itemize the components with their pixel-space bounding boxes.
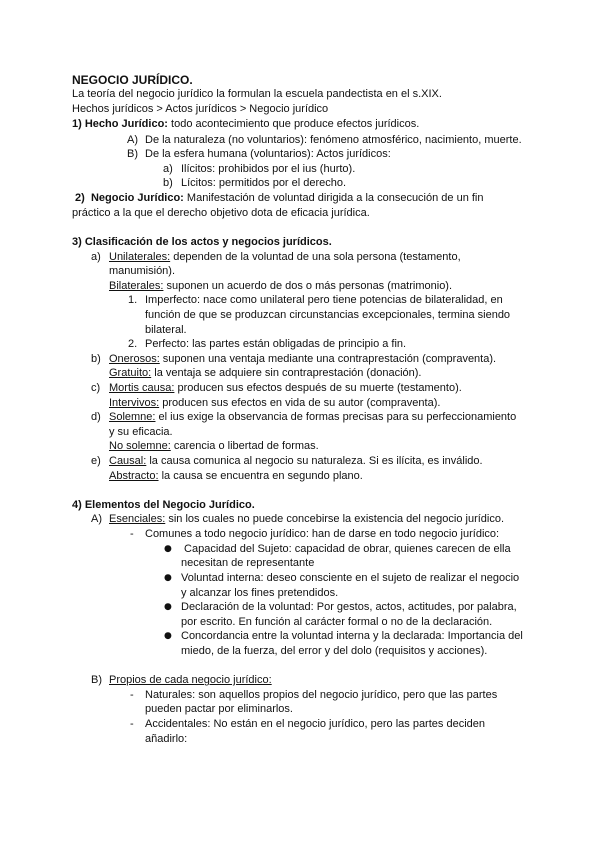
element-text: sin los cuales no puede concebirse la existencia del negocio jurídico. [165,513,505,526]
list-marker: B) [127,148,138,161]
list-marker: B) [91,674,102,687]
list-item-text: Ilícitos: prohibidos por el ius (hurto). [181,162,356,175]
classification-item [0,352,600,367]
bullet-item [0,571,600,586]
list-marker: 2. [128,338,138,351]
dash-item-continuation: añadirlo: [145,732,188,745]
bullet-icon: ● [164,572,172,583]
negocio-juridico-definition: Manifestación de voluntad dirigida a la consecución de un fin [183,192,484,205]
classification-term: Bilaterales: [109,279,164,292]
bullet-icon: ● [164,631,172,642]
dash-marker: - [130,528,134,541]
hecho-juridico-definition: todo acontecimiento que produce efectos jurídicos. [167,117,420,130]
bullet-text: Capacidad del Sujeto: capacidad de obrar, quienes carecen de ella [181,542,511,555]
negocio-juridico-continuation: práctico a la que el derecho objetivo dota de eficacia jurídica. [72,206,370,219]
bullet-continuation: por escrito. En función al carácter formal o no de la declaración. [181,615,493,628]
classification-term: Abstracto: [109,469,159,482]
classification-text: la causa se encuentra en segundo plano. [158,469,363,482]
bullet-icon: ● [164,602,172,613]
intro-text: La teoría del negocio jurídico la formulan la escuela pandectista en el s.XIX. [72,88,442,101]
classification-text: producen sus efectos en vida de su autor (compraventa). [159,396,441,409]
list-item-text: Lícitos: permitidos por el derecho. [181,177,347,190]
bullet-text: Voluntad interna: deseo consciente en el sujeto de realizar el negocio [181,571,520,584]
dash-marker: - [130,688,134,701]
classification-counterpart [0,469,600,484]
dash-item [0,688,600,703]
classification-continuation: y su eficacia. [109,425,173,438]
dash-item-continuation: pueden pactar por eliminarlos. [145,703,293,716]
numbered-item [0,293,600,308]
element-term: Propios de cada negocio jurídico: [109,674,272,687]
classification-item [0,381,600,396]
bullet-continuation: necesitan de representante [181,557,315,570]
negocio-juridico-heading: 2) Negocio Jurídico: [72,192,184,205]
dash-item-text: Naturales: son aquellos propios del negocio jurídico, pero que las partes [145,688,498,701]
list-marker: c) [91,381,101,394]
bullet-item [0,600,600,615]
classification-item [0,250,600,265]
list-item-text: De la esfera humana (voluntarios): Actos jurídicos: [145,148,391,161]
classification-term: Solemne: [109,411,156,424]
sub-list-item [0,162,600,177]
classification-counterpart [0,439,600,454]
classification-text: dependen de la voluntad de una sola persona (testamento, [170,250,461,263]
list-item [0,133,600,148]
dash-item [0,717,600,732]
hecho-juridico-line [0,117,600,132]
list-marker: b) [91,352,101,365]
list-marker: A) [91,513,102,526]
classification-text: la ventaja se adquiere sin contraprestación (donación). [151,367,422,380]
section-4-heading: 4) Elementos del Negocio Jurídico. [72,498,255,511]
classification-text: el ius exige la observancia de formas precisas para su perfeccionamiento [155,411,517,424]
bullet-text: Concordancia entre la voluntad interna y la declarada: Importancia del [181,630,523,643]
element-term: Esenciales: [109,513,166,526]
classification-term: Onerosos: [109,352,160,365]
list-item [0,147,600,162]
classification-continuation: manumisión). [109,265,176,278]
element-item [0,512,600,527]
classification-term: No solemne: [109,440,171,453]
classification-term: Gratuito: [109,367,152,380]
negocio-juridico-line [0,191,600,206]
document-title: NEGOCIO JURÍDICO. [72,72,193,87]
sub-list-item [0,176,600,191]
classification-term: Unilaterales: [109,250,171,263]
numbered-item-continuation: bilateral. [145,323,187,336]
bullet-item [0,629,600,644]
classification-text: suponen un acuerdo de dos o más personas (matrimonio). [163,279,453,292]
bullet-text: Declaración de la voluntad: Por gestos, actos, actitudes, por palabra, [181,601,517,614]
classification-text: producen sus efectos después de su muerte (testamento). [174,381,462,394]
bullet-item [0,542,600,557]
numbered-item-continuation: función de que se produzcan circunstancias excepcionales, termina siendo [145,308,511,321]
classification-counterpart [0,279,600,294]
classification-term: Causal: [109,455,147,468]
classification-item [0,454,600,469]
dash-marker: - [130,718,134,730]
hecho-juridico-heading: 1) Hecho Jurídico: [72,117,168,130]
classification-counterpart [0,366,600,381]
document-page [0,73,600,747]
list-marker: a) [91,250,101,263]
element-item [0,673,600,688]
list-marker: A) [127,133,138,146]
classification-term: Mortis causa: [109,381,175,394]
classification-text: la causa comunica al negocio su naturaleza. Si es ilícita, es inválido. [146,455,483,468]
numbered-item-text: Imperfecto: nace como unilateral pero tiene potencias de bilateralidad, en [145,294,503,307]
dash-item-text: Comunes a todo negocio jurídico: han de darse en todo negocio jurídico: [145,528,500,541]
section-3-heading: 3) Clasificación de los actos y negocios jurídicos. [72,235,332,248]
classification-text: carencia o libertad de formas. [170,440,319,453]
classification-term: Intervivos: [109,396,160,409]
list-marker: e) [91,455,101,468]
bullet-continuation: y alcanzar los fines pretendidos. [181,586,339,599]
list-marker: b) [163,177,173,190]
dash-item [0,527,600,542]
blank-line [0,483,600,498]
numbered-item-text: Perfecto: las partes están obligadas de principio a fin. [145,338,407,351]
bullet-continuation: miedo, de la fuerza, del error y del dolo (requisitos y acciones). [181,644,488,657]
blank-line [0,220,600,235]
list-marker: d) [91,411,101,424]
list-marker: a) [163,162,173,175]
numbered-item [0,337,600,352]
bullet-icon: ● [164,543,172,554]
dash-item-text: Accidentales: No están en el negocio jurídico, pero las partes deciden [145,718,485,730]
classification-text: suponen una ventaja mediante una contraprestación (compraventa). [159,352,497,365]
list-item-text: De la naturaleza (no voluntarios): fenómeno atmosférico, nacimiento, muerte. [145,133,522,146]
blank-line [0,659,600,674]
classification-counterpart [0,396,600,411]
classification-item [0,410,600,425]
list-marker: 1. [128,294,138,307]
intro-hierarchy: Hechos jurídicos > Actos jurídicos > Negocio jurídico [72,102,329,115]
